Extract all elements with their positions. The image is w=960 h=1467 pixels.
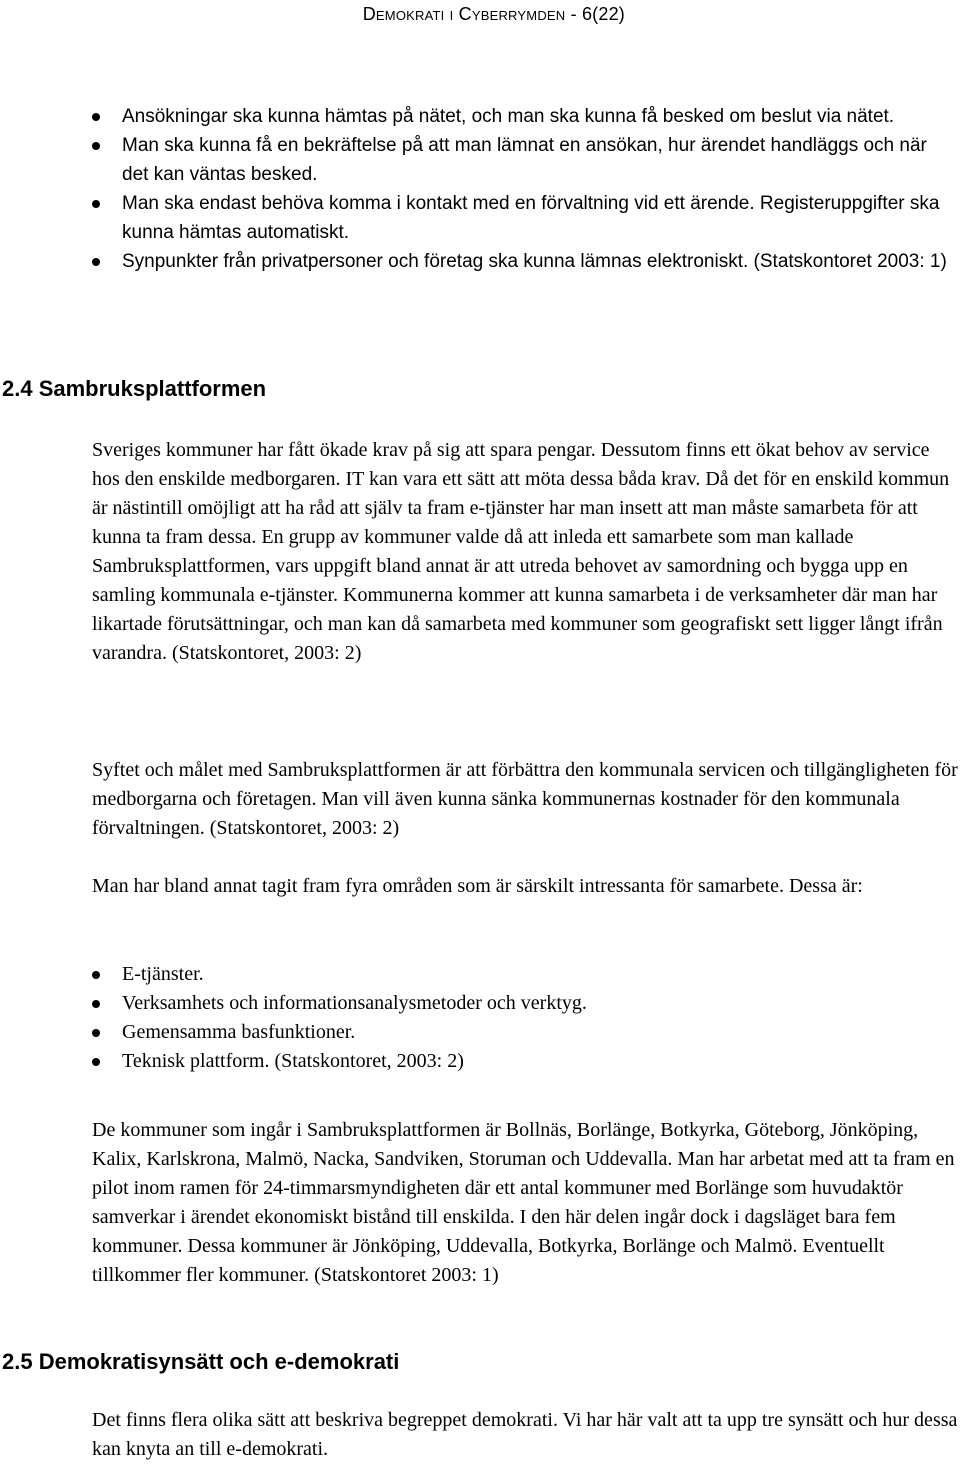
areas-list: [92, 960, 954, 1076]
list-item: [92, 960, 954, 989]
list-item-text: Man ska endast behöva komma i kontakt med en förvaltning vid ett ärende. Registeruppgifter ska kunna hämtas automatiskt.: [122, 193, 940, 243]
running-header: [363, 4, 625, 25]
section-heading-2-4: 2.4 Sambruksplattformen: [2, 376, 267, 401]
list-item-text: Teknisk plattform. (Statskontoret, 2003: 2): [122, 1050, 464, 1072]
paragraph: Sveriges kommuner har fått ökade krav på sig att spara pengar. Dessutom finns ett ökat behov av service hos den enskilde medborgaren. IT kan vara ett sätt att möta dessa båda krav. Då det för en enskild kommun är nästintill omöjligt att ha råd att själv ta fram e-tjänster har man insett att man måste samarbeta för att kunna ta fram dessa. En grupp av kommuner valde då att inleda ett samarbete som man kallade Sambruksplattformen, vars uppgift bland annat är att utreda behovet av samordning och bygga upp en samling kommunala e-tjänster. Kommunerna kommer att kunna samarbeta i de verksamheter där man har likartade förutsättningar, och man kan då samarbeta med kommuner som geografiskt sett ligger långt ifrån varandra. (Statskontoret, 2003: 2): [92, 439, 950, 664]
list-item: [92, 102, 954, 131]
paragraph: Syftet och målet med Sambruksplattformen är att förbättra den kommunala servicen och tillgängligheten för medborgarna och företagen. Man vill även kunna sänka kommunernas kostnader för den kommunala förvaltningen. (Statskontoret, 2003: 2): [92, 759, 958, 839]
running-header-page: - 6(22): [565, 4, 625, 24]
requirements-list: [92, 102, 954, 276]
bullet-icon: [92, 113, 100, 121]
bullet-icon: [92, 1000, 100, 1008]
bullet-icon: [92, 200, 100, 208]
bullet-icon: [92, 1029, 100, 1037]
paragraph: De kommuner som ingår i Sambruksplattformen är Bollnäs, Borlänge, Botkyrka, Göteborg, Jönköping, Kalix, Karlskrona, Malmö, Nacka, Sandviken, Storuman och Uddevalla. Man har arbetat med att ta fram en pilot inom ramen för 24-timmarsmyndigheten där ett antal kommuner med Borlänge som huvudaktör samverkar i ärendet ekonomiskt bistånd till enskilda. I den här delen ingår dock i dagsläget bara fem kommuner. Dessa kommuner är Jönköping, Uddevalla, Botkyrka, Borlänge och Malmö. Eventuellt tillkommer fler kommuner. (Statskontoret 2003: 1): [92, 1119, 955, 1286]
running-header-title: Demokrati i Cyberrymden: [362, 4, 566, 24]
bullet-icon: [92, 258, 100, 266]
list-item-text: Synpunkter från privatpersoner och företag ska kunna lämnas elektroniskt. (Statskontoret 2003: 1): [122, 251, 947, 272]
bullet-icon: [92, 971, 100, 979]
list-item-text: Man ska kunna få en bekräftelse på att man lämnat en ansökan, hur ärendet handläggs och när det kan väntas besked.: [122, 135, 927, 185]
list-item-text: Gemensamma basfunktioner.: [122, 1021, 356, 1043]
bullet-icon: [92, 142, 100, 150]
section-heading-2-5: 2.5 Demokratisynsätt och e-demokrati: [2, 1349, 400, 1374]
list-item-text: Verksamhets och informationsanalysmetoder och verktyg.: [122, 992, 587, 1014]
paragraph: Det finns flera olika sätt att beskriva begreppet demokrati. Vi har här valt att ta upp tre synsätt och hur dessa kan knyta an till e-demokrati.: [92, 1409, 958, 1460]
list-item: [92, 1047, 954, 1076]
list-item: [92, 189, 954, 247]
list-item: [92, 131, 954, 189]
list-item: [92, 1018, 954, 1047]
paragraph: Man har bland annat tagit fram fyra områden som är särskilt intressanta för samarbete. Dessa är:: [92, 875, 863, 897]
bullet-icon: [92, 1058, 100, 1066]
list-item-text: Ansökningar ska kunna hämtas på nätet, och man ska kunna få besked om beslut via nätet.: [122, 106, 895, 127]
list-item-text: E-tjänster.: [122, 963, 204, 985]
list-item: [92, 989, 954, 1018]
list-item: [92, 247, 954, 276]
